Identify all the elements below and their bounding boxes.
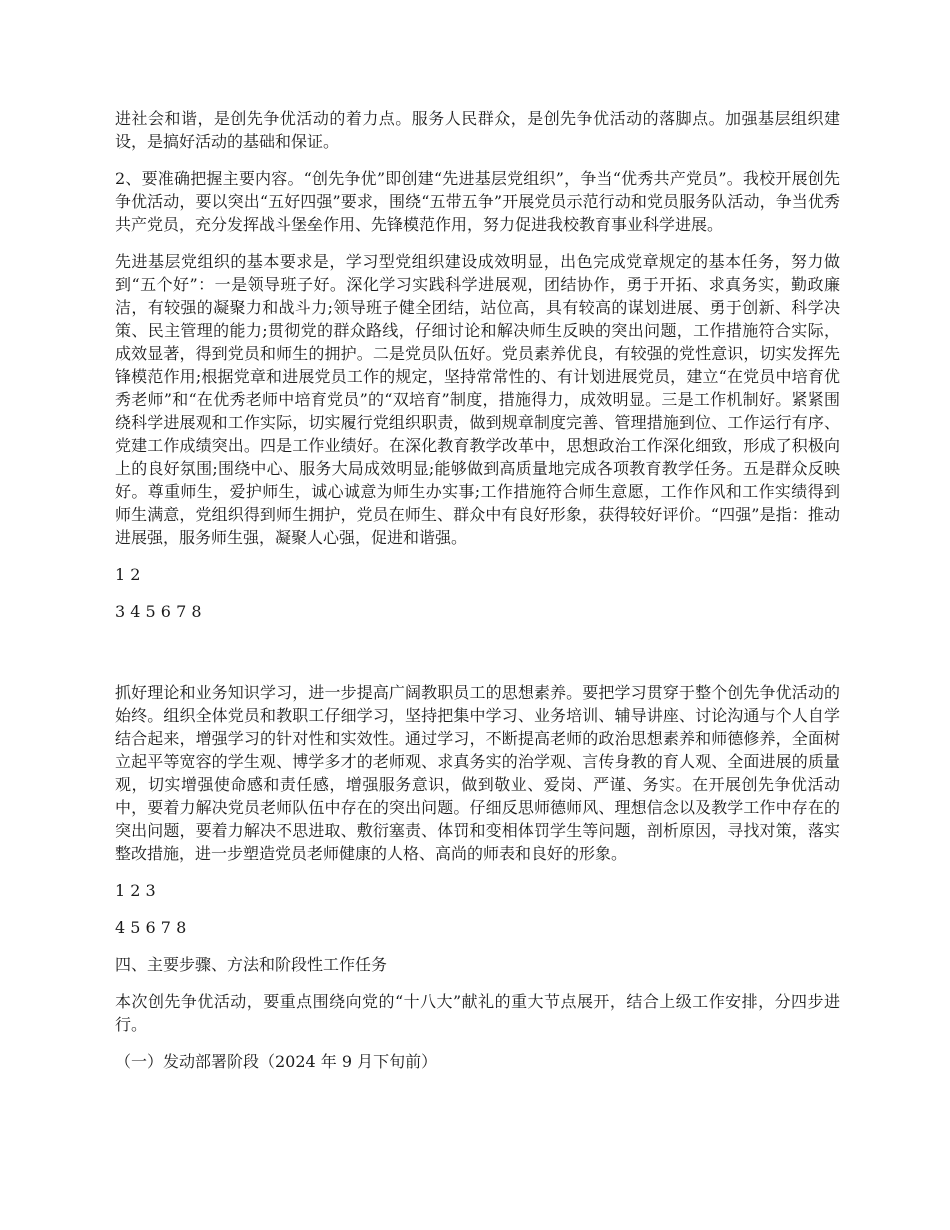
paragraph-study-theory: 抓好理论和业务知识学习，进一步提高广阔教职员工的思想素养。要把学习贯穿于整个创先争优活动的始终。组织全体党员和教职工仔细学习，坚持把集中学习、业务培训、辅导讲座、讨论沟通与个人自学结合起来，增强学习的针对性和实效性。通过学习，不断提高老师的政治思想素养和师德修养，全面树立起平等宽容的学生观、博学多才的老师观、求真务实的治学观、言传身教的育人观、全面进展的质量观，切实增强使命感和责任感，增强服务意识，做到敬业、爱岗、严谨、务实。在开展创先争优活动中，要着力解决党员老师队伍中存在的突出问题。仔细反思师德师风、理想信念以及教学工作中存在的突出问题，要着力解决不思进取、敷衍塞责、体罚和变相体罚学生等问题，剖析原因，寻找对策，落实整改措施，进一步塑造党员老师健康的人格、高尚的师表和良好的形象。 (115, 683, 840, 863)
document-page (115, 107, 840, 1087)
paragraph-four-steps: 本次创先争优活动，要重点围绕向党的“十八大”献礼的重大节点展开，结合上级工作安排，分四步进行。 (115, 992, 840, 1034)
page-break-gap (115, 637, 840, 681)
subheading-mobilization-stage: （一）发动部署阶段（2024 年 9 月下旬前） (115, 1052, 438, 1071)
section-heading-steps: 四、主要步骤、方法和阶段性工作任务 (115, 955, 388, 974)
page-number-line-2: 3 4 5 6 7 8 (115, 602, 202, 621)
paragraph-main-content: 2、要准确把握主要内容。“创先争优”即创建“先进基层党组织”，争当“优秀共产党员”。我校开展创先争优活动，要以突出“五好四强”要求，围绕“五带五争”开展党员示范行动和党员服务队活动，争当优秀共产党员，充分发挥战斗堡垒作用、先锋模范作用，努力促进我校教育事业科学进展。 (115, 169, 840, 234)
page-number-line-3: 1 2 3 (115, 881, 156, 900)
paragraph-five-goods-four-strongs: 先进基层党组织的基本要求是，学习型党组织建设成效明显，出色完成党章规定的基本任务，努力做到“五个好”：一是领导班子好。深化学习实践科学进展观，团结协作，勇于开拓、求真务实，勤政廉洁，有较强的凝聚力和战斗力;领导班子健全团结，站位高，具有较高的谋划进展、勇于创新、科学决策、民主管理的能力;贯彻党的群众路线，仔细讨论和解决师生反映的突出问题，工作措施符合实际，成效显著，得到党员和师生的拥护。二是党员队伍好。党员素养优良，有较强的党性意识，切实发挥先锋模范作用;根据党章和进展党员工作的规定，坚持常常性的、有计划进展党员，建立“在党员中培育优秀老师”和“在优秀老师中培育党员”的“双培育”制度，措施得力，成效明显。三是工作机制好。紧紧围绕科学进展观和工作实际，切实履行党组织职责，做到规章制度完善、管理措施到位、工作运行有序、党建工作成绩突出。四是工作业绩好。在深化教育教学改革中，思想政治工作深化细致，形成了积极向上的良好氛围;围绕中心、服务大局成效明显;能够做到高质量地完成各项教育教学任务。五是群众反映好。尊重师生，爱护师生，诚心诚意为师生办实事;工作措施符合师生意愿，工作作风和工作实绩得到师生满意，党组织得到师生拥护，党员在师生、群众中有良好形象，获得较好评价。“四强”是指：推动进展强，服务师生强，凝聚人心强，促进和谐强。 (115, 252, 840, 547)
page-number-line-1: 1 2 (115, 565, 141, 584)
paragraph-intro-continuation: 进社会和谐，是创先争优活动的着力点。服务人民群众，是创先争优活动的落脚点。加强基层组织建设，是搞好活动的基础和保证。 (115, 109, 840, 151)
page-number-line-4: 4 5 6 7 8 (115, 918, 187, 937)
